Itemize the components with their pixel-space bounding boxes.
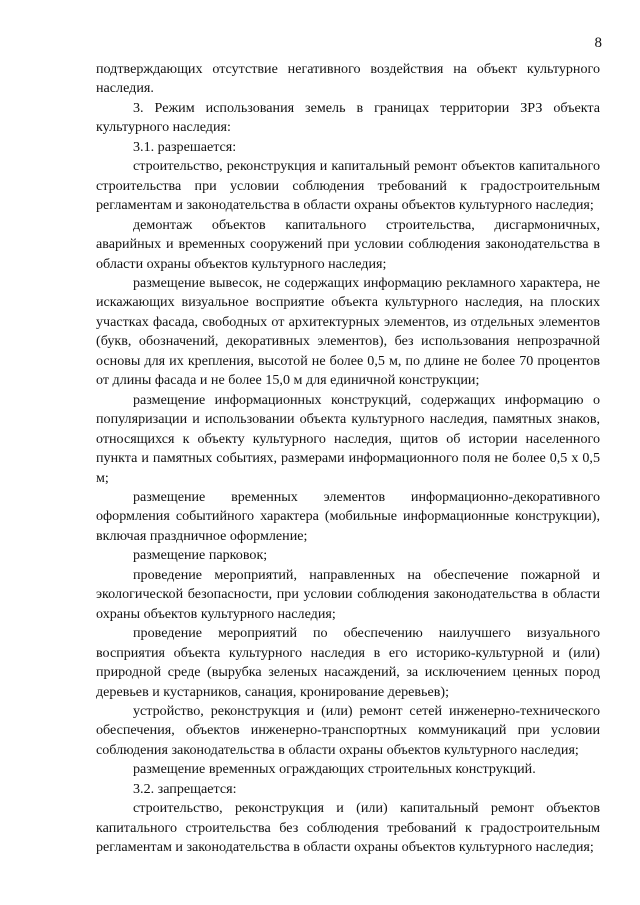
paragraph-permitted-temporary-decor: размещение временных элементов информационно-декоративного оформления событийного характера (мобильные информационные конструкции), включая праздничное оформление; [96,488,600,544]
paragraph-permitted-info-structures: размещение информационных конструкций, содержащих информацию о популяризации и использовании объекта культурного наследия, памятных знаков, относящихся к объекту культурного наследия, щитов об истории населенного пункта и памятных событиях, размерами информационного поля не более 0,5 х 0,5 м; [96,391,600,486]
document-body [96,60,600,858]
paragraph-permitted-safety-measures: проведение мероприятий, направленных на обеспечение пожарной и экологической безопасности, при условии соблюдения законодательства в области охраны объектов культурного наследия; [96,566,600,622]
paragraph-prohibited-construction: строительство, реконструкция и (или) капитальный ремонт объектов капитального строительства без соблюдения требований к градостроительным регламентам и законодательства в области охраны объектов культурного наследия; [96,800,600,856]
paragraph-permitted-utility-networks: устройство, реконструкция и (или) ремонт сетей инженерно-технического обеспечения, объектов инженерно-транспортных коммуникаций при условии соблюдения законодательства в области охраны объектов культурного наследия; [96,702,600,758]
paragraph-subsection-3-1: 3.1. разрешается: [133,138,237,155]
paragraph-permitted-signs: размещение вывесок, не содержащих информацию рекламного характера, не искажающих визуальное восприятие объекта культурного наследия, на плоских участках фасада, свободных от архитектурных элементов, из отдельных элементов (букв, обозначений, декоративных элементов), без использования непрозрачной основы для их крепления, высотой не более 0,5 м, по длине не более 70 процентов от длины фасада и не более 15,0 м для единичной конструкции; [96,274,600,389]
paragraph-subsection-3-2: 3.2. запрещается: [133,780,237,797]
paragraph-section-3-heading: 3. Режим использования земель в границах территории ЗРЗ объекта культурного наследия: [96,99,600,136]
paragraph-permitted-demolition: демонтаж объектов капитального строительства, дисгармоничных, аварийных и временных сооружений при условии соблюдения законодательства в области охраны объектов культурного наследия; [96,216,600,272]
paragraph-permitted-construction: строительство, реконструкция и капитальный ремонт объектов капитального строительства при условии соблюдения требований к градостроительным регламентам и законодательства в области охраны объектов культурного наследия; [96,158,600,214]
paragraph-permitted-parking: размещение парковок; [133,547,268,564]
page-number: 8 [594,35,602,51]
paragraph-continuation: подтверждающих отсутствие негативного воздействия на объект культурного наследия. [96,61,600,97]
paragraph-permitted-visual-measures: проведение мероприятий по обеспечению наилучшего визуального восприятия объекта культурного наследия в его историко-культурной и (или) природной среде (вырубка зеленых насаждений, за исключением ценных пород деревьев и кустарников, санация, кронирование деревьев); [96,625,600,700]
paragraph-permitted-temporary-fences: размещение временных ограждающих строительных конструкций. [133,761,536,778]
